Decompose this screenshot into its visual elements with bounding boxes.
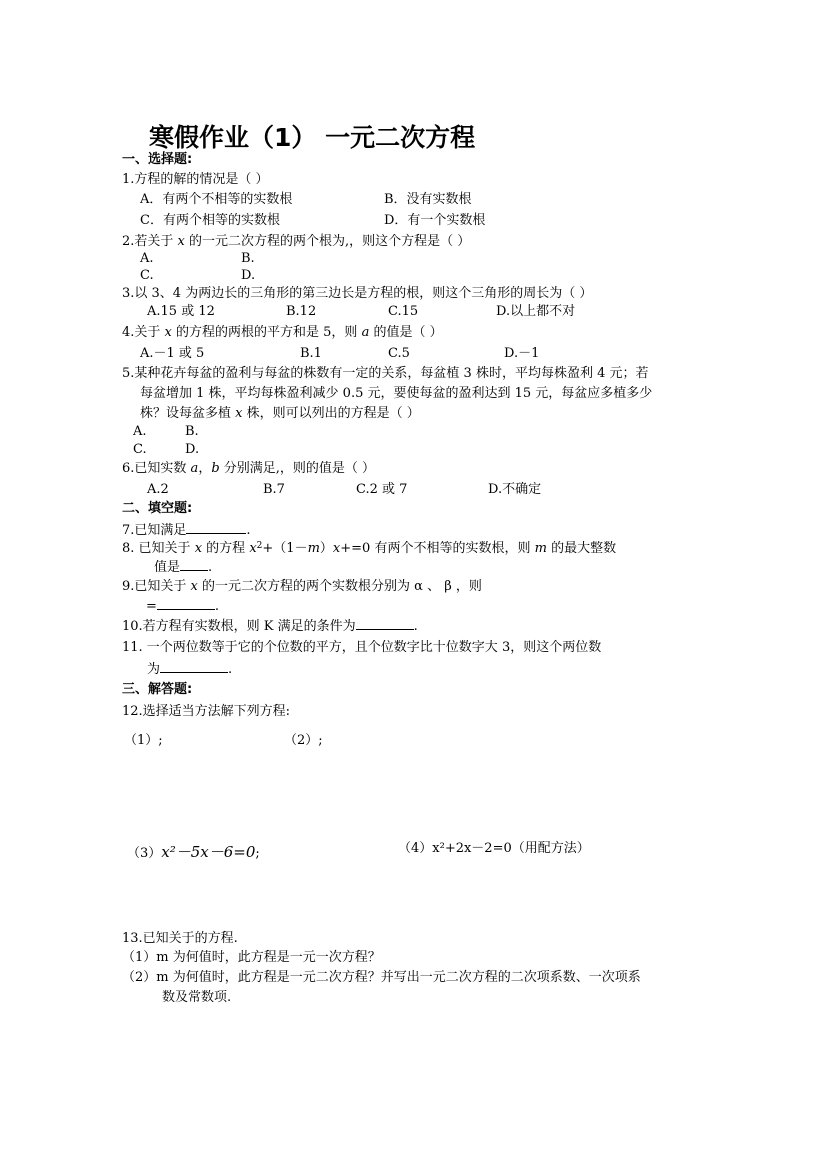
q6-option-b: B.7 bbox=[263, 482, 285, 497]
q1-option-d: D．有一个实数根 bbox=[384, 213, 486, 228]
question-5-line-2: 每盆增加 1 株，平均每株盈利减少 0.5 元，要使每盆的盈利达到 15 元，每盆应多植多少 bbox=[140, 386, 653, 401]
q6-comma: ， bbox=[198, 461, 212, 476]
q3-option-d: D.以上都不对 bbox=[496, 304, 576, 319]
q8-text-pre: 8. 已知关于 bbox=[122, 541, 191, 556]
question-5-line-1: 5.某种花卉每盆的盈利与每盆的株数有一定的关系，每盆植 3 株时，平均每株盈利 4 元；若 bbox=[122, 366, 649, 381]
q6-option-d: D.不确定 bbox=[488, 482, 542, 497]
question-2 bbox=[122, 233, 470, 250]
q1-option-c: C．有两个相等的实数根 bbox=[140, 213, 280, 228]
q10-text: 10.若方程有实数根，则 K 满足的条件为 bbox=[122, 619, 356, 634]
question-9-line-2 bbox=[146, 597, 219, 615]
q12-part-3-end: ; bbox=[255, 846, 260, 861]
q8-eq-x2: x bbox=[332, 541, 341, 556]
q6-text-post: 分别满足,，则的值是（ ） bbox=[223, 461, 376, 476]
q12-part-2: （2）; bbox=[284, 733, 323, 748]
q1-option-a: A．有两个不相等的实数根 bbox=[140, 192, 293, 207]
q6-option-c: C.2 或 7 bbox=[356, 482, 408, 497]
q1-option-b: B．没有实数根 bbox=[384, 192, 472, 207]
q8-eq-x: x bbox=[249, 541, 257, 556]
question-3: 3.以 3、4 为两边长的三角形的第三边长是方程的根，则这个三角形的周长为（ ） bbox=[122, 286, 593, 301]
q9-text-pre: 9.已知关于 bbox=[122, 579, 187, 594]
q13-part-2-line-1: （2）m 为何值时，此方程是一元二次方程？并写出一元二次方程的二次项系数、一次项系 bbox=[122, 970, 641, 985]
q8-var-m2: m bbox=[534, 541, 547, 556]
q6-text-pre: 6.已知实数 bbox=[122, 461, 187, 476]
q9-line2-end: . bbox=[214, 599, 220, 614]
question-6 bbox=[122, 460, 375, 477]
q11-line2-text: 为 bbox=[147, 662, 161, 677]
q5-var-x: x bbox=[235, 406, 243, 421]
document-title: 寒假作业（1） 一元二次方程 bbox=[149, 123, 476, 152]
q4-var-x: x bbox=[164, 325, 172, 340]
q9-line2-text: = bbox=[146, 599, 157, 614]
q4-option-d: D.－1 bbox=[504, 346, 540, 361]
q3-option-b: B.12 bbox=[286, 304, 317, 319]
q4-text-pre: 4.关于 bbox=[122, 325, 161, 340]
q4-option-b: B.1 bbox=[300, 346, 322, 361]
q7-text: 7.已知满足 bbox=[122, 523, 187, 538]
question-1: 1.方程的解的情况是（ ） bbox=[122, 172, 269, 187]
q9-text-post: 的一元二次方程的两个实数根分别为 α 、 β ，则 bbox=[202, 579, 482, 594]
q12-part-3 bbox=[127, 844, 260, 862]
q2-var-x: x bbox=[177, 234, 185, 249]
question-10 bbox=[122, 617, 418, 635]
q9-var-x: x bbox=[190, 579, 198, 594]
question-13: 13.已知关于的方程. bbox=[122, 931, 238, 946]
q12-part-4: （4）x²+2x－2=0（用配方法） bbox=[398, 841, 590, 856]
q4-text-mid: 的方程的两根的平方和是 5，则 bbox=[176, 325, 358, 340]
question-5-line-3 bbox=[140, 405, 420, 422]
q11-line2-end: . bbox=[228, 662, 233, 677]
q5-option-b: B. bbox=[185, 424, 199, 439]
q6-var-a: a bbox=[190, 461, 199, 476]
q2-option-c: C. bbox=[140, 268, 154, 283]
q8-var-x: x bbox=[194, 541, 203, 556]
q8-blank bbox=[180, 558, 208, 571]
q8-eq-part3: ） bbox=[319, 541, 333, 556]
q5-text-pre: 株？设每盆多植 bbox=[140, 406, 232, 421]
q4-option-a: A.－1 或 5 bbox=[140, 346, 205, 361]
q8-eq-part4: +=0 有两个不相等的实数根，则 bbox=[340, 541, 531, 556]
q2-option-b: B. bbox=[241, 251, 255, 266]
q6-option-a: A.2 bbox=[147, 482, 169, 497]
q7-end: . bbox=[246, 523, 251, 538]
q2-text-pre: 2.若关于 bbox=[122, 234, 174, 249]
question-7 bbox=[122, 521, 251, 539]
q9-blank bbox=[157, 597, 215, 610]
question-9 bbox=[122, 578, 482, 595]
question-8: 8. 已知关于 x 的方程 $x^2+(1-m)x+=0$ 有两个不相等的实数根，则 m 的最大整数 bbox=[122, 541, 617, 556]
q13-part-1: （1）m 为何值时，此方程是一元一次方程？ bbox=[122, 950, 381, 965]
question-11-line-1: 11. 一个两位数等于它的个位数的平方，且个位数字比十位数字大 3，则这个两位数 bbox=[122, 640, 602, 655]
section-heading-fill: 二、填空题: bbox=[122, 501, 193, 516]
q8-line2-end: . bbox=[208, 560, 213, 575]
q2-option-a: A. bbox=[140, 251, 154, 266]
q4-var-a: a bbox=[361, 325, 370, 340]
q10-end: . bbox=[413, 619, 418, 634]
q3-option-c: C.15 bbox=[388, 304, 419, 319]
q10-blank bbox=[356, 617, 414, 630]
section-heading-choice: 一、选择题: bbox=[122, 152, 193, 167]
q4-text-post: 的值是（ ） bbox=[373, 325, 443, 340]
q8-text-mid: 的方程 bbox=[206, 541, 246, 556]
q8-line2-text: 值是 bbox=[154, 560, 181, 575]
q2-text-rest: 的一元二次方程的两个根为,，则这个方程是（ ） bbox=[189, 234, 471, 249]
q4-option-c: C.5 bbox=[388, 346, 410, 361]
question-8-line-2 bbox=[154, 558, 212, 576]
q5-option-d: D. bbox=[185, 442, 200, 457]
q2-option-d: D. bbox=[241, 268, 256, 283]
q13-part-2-line-2: 数及常数项. bbox=[162, 990, 232, 1005]
q6-var-b: b bbox=[211, 461, 220, 476]
q11-blank bbox=[160, 660, 228, 673]
q3-option-a: A.15 或 12 bbox=[147, 304, 215, 319]
q5-text-post: 株，则可以列出的方程是（ ） bbox=[246, 406, 420, 421]
q12-part-3-equation: x²－5x－6=0 bbox=[161, 843, 256, 861]
question-12: 12.选择适当方法解下列方程: bbox=[122, 704, 291, 719]
q12-part-1: （1）; bbox=[124, 733, 163, 748]
q12-part-3-label: （3） bbox=[127, 846, 162, 861]
section-heading-answer: 三、解答题: bbox=[122, 682, 193, 697]
q8-eq-part2: +（1－ bbox=[262, 541, 308, 556]
question-11-line-2 bbox=[147, 660, 232, 678]
question-4 bbox=[122, 324, 443, 341]
q8-var-m: m bbox=[307, 541, 320, 556]
q7-blank bbox=[186, 521, 246, 534]
q5-option-c: C. bbox=[133, 442, 147, 457]
q5-option-a: A. bbox=[133, 424, 147, 439]
q8-text-post: 的最大整数 bbox=[551, 541, 617, 556]
